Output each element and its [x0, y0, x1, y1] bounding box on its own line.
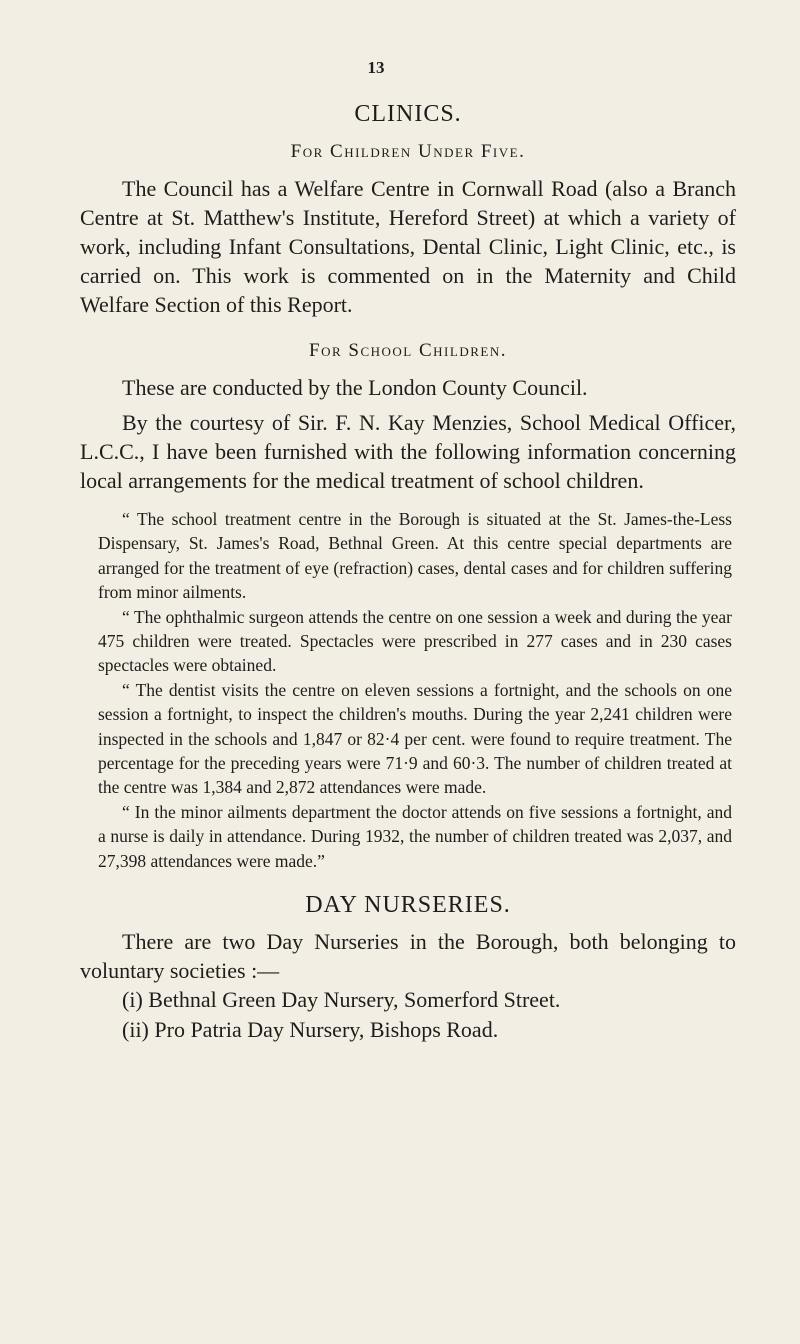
day-nurseries-paragraph: There are two Day Nurseries in the Borough, both belonging to voluntary societies :—	[80, 929, 736, 984]
quote-dentist: “ The dentist visits the centre on eleven sessions a fortnight, and the schools on one session a fortnight, to inspect the children's mouths. During the year 2,241 children were inspected in the schools and 1,847 or 82·4 per cent. were found to require treatment. The percentage for the preceding years were 71·9 and 60·3. The number of children treated at the centre was 1,384 and 2,872 attendances were made.	[98, 679, 732, 798]
school-children-paragraph-2: By the courtesy of Sir. F. N. Kay Menzies, School Medical Officer, L.C.C., I have been furnished with the following information concerning local arrangements for the medical treatment of school children.	[80, 410, 736, 493]
list-item: (i) Bethnal Green Day Nursery, Somerford Street.	[122, 987, 561, 1013]
clinics-heading: CLINICS.	[354, 101, 462, 127]
under-five-heading: For Children Under Five.	[290, 141, 526, 162]
page-number: 13	[367, 58, 385, 77]
day-nurseries-heading: DAY NURSERIES.	[305, 892, 511, 919]
quote-treatment-centre: “ The school treatment centre in the Borough is situated at the St. James-the-Less Dispensary, St. James's Road, Bethnal Green. At this centre special departments are arranged for the treatment of eye (refraction) cases, dental cases and for children suffering from minor ailments.	[98, 509, 732, 603]
quote-ophthalmic: “ The ophthalmic surgeon attends the centre on one session a week and during the year 475 children were treated. Spectacles were prescribed in 277 cases and in 230 cases spectacles were obtained.	[98, 606, 732, 676]
page-content	[80, 98, 736, 1045]
school-children-heading: For School Children.	[309, 340, 507, 361]
under-five-paragraph: The Council has a Welfare Centre in Cornwall Road (also a Branch Centre at St. Matthew's Institute, Hereford Street) at which a variety of work, including Infant Consultations, Dental Clinic, Light Clinic, etc., is carried on. This work is commented on in the Maternity and Child Welfare Section of this Report.	[80, 176, 736, 317]
list-item: (ii) Pro Patria Day Nursery, Bishops Road.	[122, 1017, 499, 1043]
school-children-paragraph-1: These are conducted by the London County Council.	[122, 375, 588, 400]
quote-minor-ailments: “ In the minor ailments department the doctor attends on five sessions a fortnight, and a nurse is daily in attendance. During 1932, the number of children treated was 2,037, and 27,398 attendances were made.”	[98, 801, 732, 871]
